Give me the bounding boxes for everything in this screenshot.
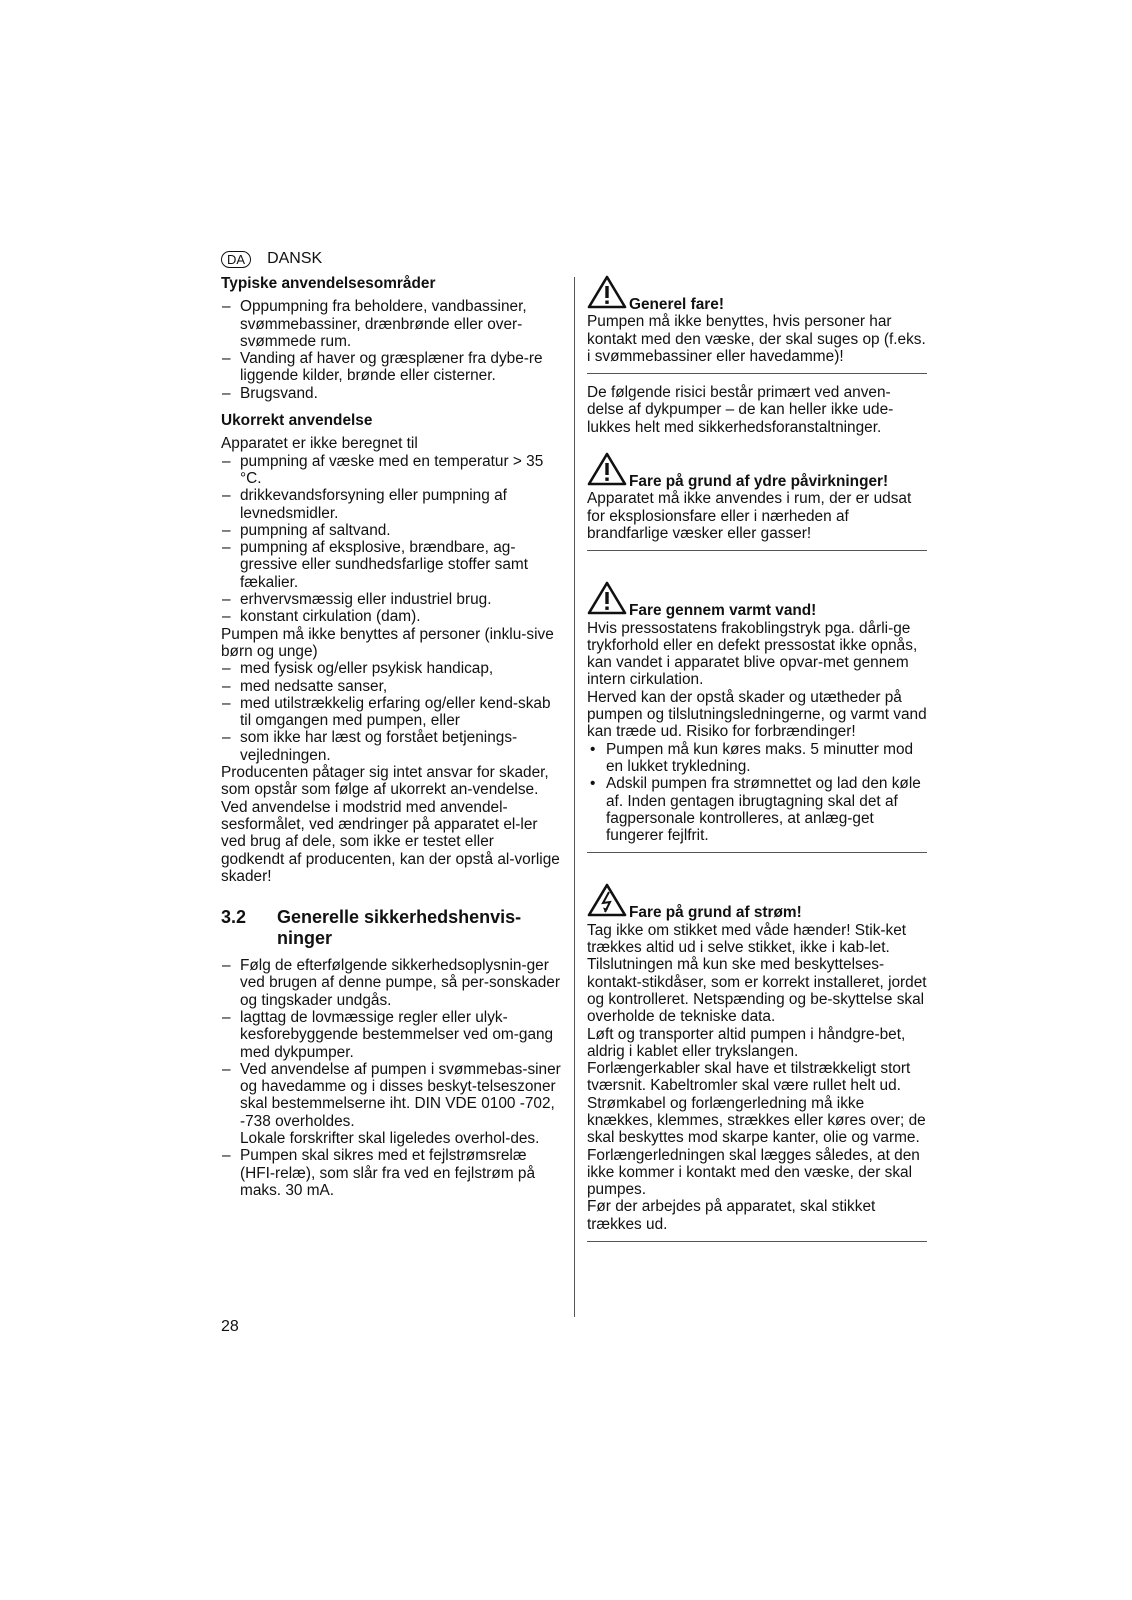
incorrect-use-heading: Ukorrekt anvendelse xyxy=(221,412,373,430)
language-label: DANSK xyxy=(267,250,323,267)
risk-text: De følgende risici består primært ved anven-delse af dykpumper – de kan heller ikke ude-lukkes helt med sikkerhedsforanstaltninger. xyxy=(587,384,894,436)
warning-text: Apparatet må ikke anvendes i rum, der er udsat for eksplosionsfare eller i nærheden af brandfarlige væsker eller gasser! xyxy=(587,490,912,542)
left-column xyxy=(221,275,561,1199)
list-item: – konstant cirkulation (dam). xyxy=(221,608,561,625)
list-item: – lagttag de lovmæssige regler eller ulyk-kesforebyggende bestemmelser ved om-gang med dykpumper. xyxy=(221,1009,561,1061)
warning-triangle-icon xyxy=(587,581,629,619)
warning-text: Løft og transporter altid pumpen i håndgre-bet, aldrig i kablet eller trykslangen. xyxy=(587,1025,906,1060)
page-number: 28 xyxy=(221,1318,239,1335)
risk-intro xyxy=(587,384,927,440)
section-title: Generelle sikkerhedshenvis-ninger xyxy=(277,907,522,949)
persons-list xyxy=(221,660,561,764)
list-item: – med nedsatte sanser, xyxy=(221,678,561,695)
general-danger-box xyxy=(587,275,927,374)
list-item: – drikkevandsforsyning eller pumpning af levnedsmidler. xyxy=(221,487,561,522)
list-item: – Følg de efterfølgende sikkerhedsoplysnin-ger ved brugen af denne pumpe, så per-sonskader og tingskader undgås. xyxy=(221,957,561,1009)
warning-text: Tilslutningen må kun ske med beskyttelses-kontakt-stikdåser, som er korrekt installeret, jordet og kontrolleret. Netspænding og be-skyttelse skal overholde de tekniske data. xyxy=(587,956,927,1026)
warning-text: Tag ikke om stikket med våde hænder! Stik-ket trækkes altid ud i selve stikket, ikke i kab-let. xyxy=(587,921,907,957)
list-item: – pumpning af eksplosive, brændbare, ag-gressive eller sundhedsfarlige stoffer samt fækalier. xyxy=(221,539,561,591)
list-item xyxy=(221,1061,561,1147)
list-item: – med fysisk og/eller psykisk handicap, xyxy=(221,660,561,677)
electric-hazard-icon xyxy=(587,883,629,921)
list-item: • Adskil pumpen fra strømnettet og lad den køle af. Inden gentagen ibrugtagning skal det af fagpersonale kontrolleres, at anlæg-get fungerer fejlfrit. xyxy=(587,775,927,844)
warning-triangle-icon xyxy=(587,275,629,313)
warning-heading xyxy=(587,275,927,313)
persons-intro: Pumpen må ikke benyttes af personer (inklu-sive børn og unge) xyxy=(221,625,554,660)
language-badge: DA xyxy=(221,251,251,268)
incorrect-use-list xyxy=(221,453,561,626)
right-column xyxy=(587,275,927,1242)
list-item: – erhvervsmæssig eller industriel brug. xyxy=(221,591,561,608)
warning-text: Pumpen må ikke benyttes, hvis personer har kontakt med den væske, der skal suges op (f.eks. i svømmebassiner eller havedamme)! xyxy=(587,313,926,365)
list-item-text: Ved anvendelse af pumpen i svømmebas-siner og havedamme og i disses beskyt-telseszoner skal bestemmelserne iht. DIN VDE 0100 -702, -738 overholdes. xyxy=(240,1060,561,1130)
warning-triangle-icon xyxy=(587,452,629,490)
warning-title: Fare på grund af ydre påvirkninger! xyxy=(629,473,889,491)
warning-text: Før der arbejdes på apparatet, skal stikket trækkes ud. xyxy=(587,1198,876,1233)
list-item: – som ikke har læst og forstået betjenings-vejledningen. xyxy=(221,729,561,764)
warning-title: Generel fare! xyxy=(629,296,724,313)
warning-heading xyxy=(587,452,927,490)
section-number: 3.2 xyxy=(221,907,247,928)
hot-water-list xyxy=(587,741,927,845)
list-item: – Vanding af haver og græsplæner fra dybe-re liggende kilder, brønde eller cisterner. xyxy=(221,350,561,385)
list-item-text: Lokale forskrifter skal ligeledes overhol-des. xyxy=(240,1130,540,1148)
list-item: – Pumpen skal sikres med et fejlstrømsrelæ (HFI-relæ), som slår fra ved en fejlstrøm på maks. 30 mA. xyxy=(221,1147,561,1199)
electric-danger-box xyxy=(587,883,927,1242)
page-header xyxy=(221,248,322,270)
list-item: – Brugsvand. xyxy=(221,385,561,402)
incorrect-use-intro: Apparatet er ikke beregnet til xyxy=(221,435,418,453)
warning-text: Forlængerledningen skal lægges således, at den ikke kommer i kontakt med den væske, der skal pumpes. xyxy=(587,1146,920,1199)
warning-heading xyxy=(587,883,927,921)
list-item: – Oppumpning fra beholdere, vandbassiner, svømmebassiner, drænbrønde eller over-svømmede rum. xyxy=(221,298,561,350)
warning-heading xyxy=(587,581,927,619)
list-item: – med utilstrækkelig erfaring og/eller kend-skab til omgangen med pumpen, eller xyxy=(221,695,561,730)
warning-title: Fare gennem varmt vand! xyxy=(629,602,817,620)
column-divider xyxy=(574,277,575,1317)
list-item: • Pumpen må kun køres maks. 5 minutter mod en lukket trykledning. xyxy=(587,741,927,776)
typical-uses-heading: Typiske anvendelsesområder xyxy=(221,275,436,292)
typical-uses-list xyxy=(221,298,561,402)
warning-text: Forlængerkabler skal have et tilstrækkeligt stort tværsnit. Kabeltromler skal være rullet helt ud. xyxy=(587,1060,911,1095)
warning-text: Strømkabel og forlængerledning må ikke knækkes, klemmes, strækkes eller køres over; de skal beskyttes mod skarpe kanter, olie og varme. xyxy=(587,1094,926,1147)
external-danger-box xyxy=(587,452,927,551)
liability-paragraph: Ved anvendelse i modstrid med anvendel-sesformålet, ved ændringer på apparatet el-ler ved brug af dele, som ikke er testet eller godkendt af producenten, kan der opstå al-vorlige skader! xyxy=(221,798,560,885)
liability-paragraph: Producenten påtager sig intet ansvar for skader, som opstår som følge af ukorrekt an-vendelse. xyxy=(221,764,549,799)
hot-water-box xyxy=(587,581,927,853)
warning-title: Fare på grund af strøm! xyxy=(629,904,802,922)
warning-text: Hvis pressostatens frakoblingstryk pga. dårli-ge trykforhold eller en defekt pressostat ikke opnås, kan vandet i apparatet blive opvar-met gennem intern cirkulation. xyxy=(587,619,918,689)
section-heading xyxy=(221,907,561,949)
warning-text: Herved kan der opstå skader og utætheder på pumpen og tilslutningsledningerne, og varmt vand kan træde ud. Risiko for forbrændinger! xyxy=(587,688,927,741)
list-item: – pumpning af saltvand. xyxy=(221,522,561,539)
list-item: – pumpning af væske med en temperatur > 35 °C. xyxy=(221,453,561,488)
safety-list xyxy=(221,957,561,1199)
